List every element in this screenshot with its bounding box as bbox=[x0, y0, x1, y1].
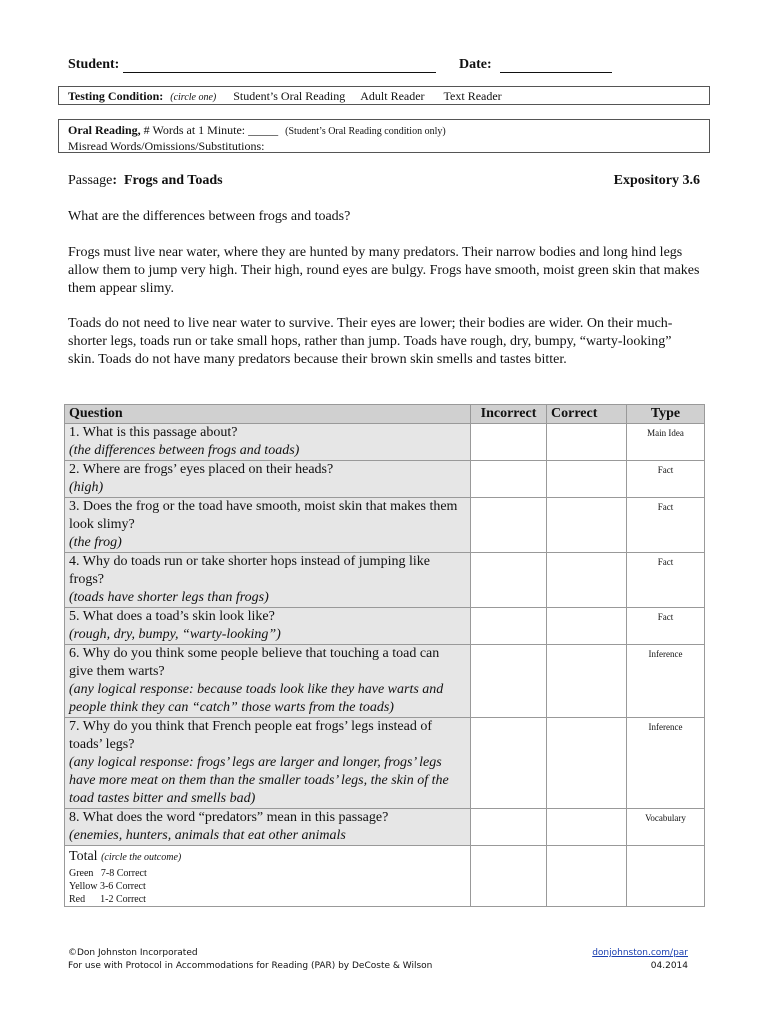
table-header-row bbox=[65, 405, 705, 424]
total-type-cell bbox=[627, 846, 705, 907]
question-answer: (toads have shorter legs than frogs) bbox=[69, 590, 269, 605]
table-row bbox=[65, 424, 705, 461]
question-answer: (any logical response: frogs’ legs are larger and longer, frogs’ legs have more meat on them than the smaller toads’ legs, the skin of the toad tastes bitter and smells bad) bbox=[69, 755, 449, 806]
correct-cell[interactable] bbox=[547, 498, 627, 553]
footer-usage: For use with Protocol in Accommodations for Reading (PAR) by DeCoste & Wilson bbox=[68, 961, 433, 971]
question-type: Fact bbox=[627, 553, 705, 608]
footer-copyright: ©Don Johnston Incorporated bbox=[68, 948, 198, 958]
outcome-green[interactable]: Green 7-8 Correct bbox=[69, 868, 147, 879]
question-answer: (rough, dry, bumpy, “warty-looking”) bbox=[69, 627, 281, 642]
testing-condition-label: Testing Condition: bbox=[68, 89, 164, 103]
total-incorrect-cell[interactable] bbox=[471, 846, 547, 907]
correct-cell[interactable] bbox=[547, 553, 627, 608]
question-type: Fact bbox=[627, 461, 705, 498]
header-type: Type bbox=[627, 405, 705, 424]
total-note: (circle the outcome) bbox=[101, 852, 182, 863]
questions-table bbox=[64, 404, 705, 907]
student-name-field[interactable] bbox=[123, 72, 436, 73]
total-correct-cell[interactable] bbox=[547, 846, 627, 907]
outcome-red[interactable]: Red 1-2 Correct bbox=[69, 894, 146, 905]
option-student-oral-reading[interactable]: Student’s Oral Reading bbox=[233, 89, 346, 103]
passage-paragraph-1: Frogs must live near water, where they are hunted by many predators. Their narrow bodies and long hind legs allow them to jump very high. Their high, round eyes are bulgy. Frogs have smooth, moist green skin that makes them appear slimy. bbox=[68, 245, 700, 296]
words-per-minute-field[interactable]: _____ bbox=[248, 123, 279, 137]
table-row bbox=[65, 498, 705, 553]
option-text-reader[interactable]: Text Reader bbox=[443, 89, 502, 103]
question-answer: (high) bbox=[69, 480, 104, 495]
question-type: Inference bbox=[627, 645, 705, 718]
question-type: Vocabulary bbox=[627, 809, 705, 846]
question-text: 8. What does the word “predators” mean in this passage? bbox=[69, 810, 389, 825]
question-answer: (enemies, hunters, animals that eat other animals bbox=[69, 828, 346, 843]
testing-condition-box bbox=[58, 86, 710, 105]
total-row bbox=[65, 846, 705, 907]
words-per-minute-label: # Words at 1 Minute: bbox=[143, 123, 246, 137]
table-row bbox=[65, 553, 705, 608]
date-label: Date: bbox=[459, 57, 492, 72]
question-answer: (any logical response: because toads look like they have warts and people think they can “catch” those warts from the toads) bbox=[69, 682, 444, 715]
table-row bbox=[65, 809, 705, 846]
footer-date: 04.2014 bbox=[650, 961, 688, 971]
incorrect-cell[interactable] bbox=[471, 718, 547, 809]
question-type: Fact bbox=[627, 608, 705, 645]
header-incorrect: Incorrect bbox=[471, 405, 547, 424]
passage-label: Passage bbox=[68, 173, 113, 188]
student-label: Student: bbox=[68, 57, 120, 72]
option-adult-reader[interactable]: Adult Reader bbox=[360, 89, 425, 103]
incorrect-cell[interactable] bbox=[471, 645, 547, 718]
correct-cell[interactable] bbox=[547, 718, 627, 809]
incorrect-cell[interactable] bbox=[471, 461, 547, 498]
question-answer: (the differences between frogs and toads) bbox=[69, 443, 300, 458]
oral-reading-note: (Student’s Oral Reading condition only) bbox=[285, 126, 446, 137]
header-question: Question bbox=[65, 405, 471, 424]
passage-paragraph-2: Toads do not need to live near water to survive. Their eyes are lower; their bodies are wider. On their much-shorter legs, toads run or take small hops, rather than jump. Toads have rough, dry, bumpy, “warty-looking” skin. Toads do not have many predators because their brown skin smells and tastes bitter. bbox=[68, 316, 673, 367]
outcome-yellow[interactable]: Yellow 3-6 Correct bbox=[69, 881, 146, 892]
question-type: Main Idea bbox=[627, 424, 705, 461]
header-correct: Correct bbox=[547, 405, 627, 424]
passage-question: What are the differences between frogs and toads? bbox=[68, 209, 351, 224]
table-row bbox=[65, 718, 705, 809]
incorrect-cell[interactable] bbox=[471, 553, 547, 608]
oral-reading-box bbox=[58, 119, 710, 153]
question-type: Fact bbox=[627, 498, 705, 553]
correct-cell[interactable] bbox=[547, 608, 627, 645]
question-type: Inference bbox=[627, 718, 705, 809]
incorrect-cell[interactable] bbox=[471, 809, 547, 846]
date-field[interactable] bbox=[500, 72, 612, 73]
question-text: 4. Why do toads run or take shorter hops instead of jumping like frogs? bbox=[69, 554, 430, 587]
passage-level: Expository 3.6 bbox=[613, 173, 700, 188]
question-text: 5. What does a toad’s skin look like? bbox=[69, 609, 275, 624]
student-date-row bbox=[68, 57, 708, 77]
footer-link[interactable]: donjohnston.com/par bbox=[592, 948, 688, 958]
oral-reading-label: Oral Reading, bbox=[68, 123, 141, 137]
testing-condition-note: (circle one) bbox=[170, 92, 217, 103]
correct-cell[interactable] bbox=[547, 809, 627, 846]
incorrect-cell[interactable] bbox=[471, 424, 547, 461]
table-row bbox=[65, 608, 705, 645]
question-text: 7. Why do you think that French people eat frogs’ legs instead of toads’ legs? bbox=[69, 719, 433, 752]
total-label: Total bbox=[69, 849, 98, 864]
incorrect-cell[interactable] bbox=[471, 608, 547, 645]
question-text: 2. Where are frogs’ eyes placed on their heads? bbox=[69, 462, 334, 477]
passage-title-row: Passage: Frogs and Toads Expository 3.6 bbox=[68, 173, 700, 188]
footer bbox=[68, 947, 688, 973]
correct-cell[interactable] bbox=[547, 645, 627, 718]
question-text: 1. What is this passage about? bbox=[69, 425, 238, 440]
question-text: 6. Why do you think some people believe that touching a toad can give them warts? bbox=[69, 646, 440, 679]
table-row bbox=[65, 645, 705, 718]
misread-words-label: Misread Words/Omissions/Substitutions: bbox=[68, 139, 265, 153]
table-row bbox=[65, 461, 705, 498]
passage-title: Frogs and Toads bbox=[124, 173, 223, 188]
correct-cell[interactable] bbox=[547, 424, 627, 461]
correct-cell[interactable] bbox=[547, 461, 627, 498]
question-answer: (the frog) bbox=[69, 535, 122, 550]
question-text: 3. Does the frog or the toad have smooth, moist skin that makes them look slimy? bbox=[69, 499, 458, 532]
incorrect-cell[interactable] bbox=[471, 498, 547, 553]
